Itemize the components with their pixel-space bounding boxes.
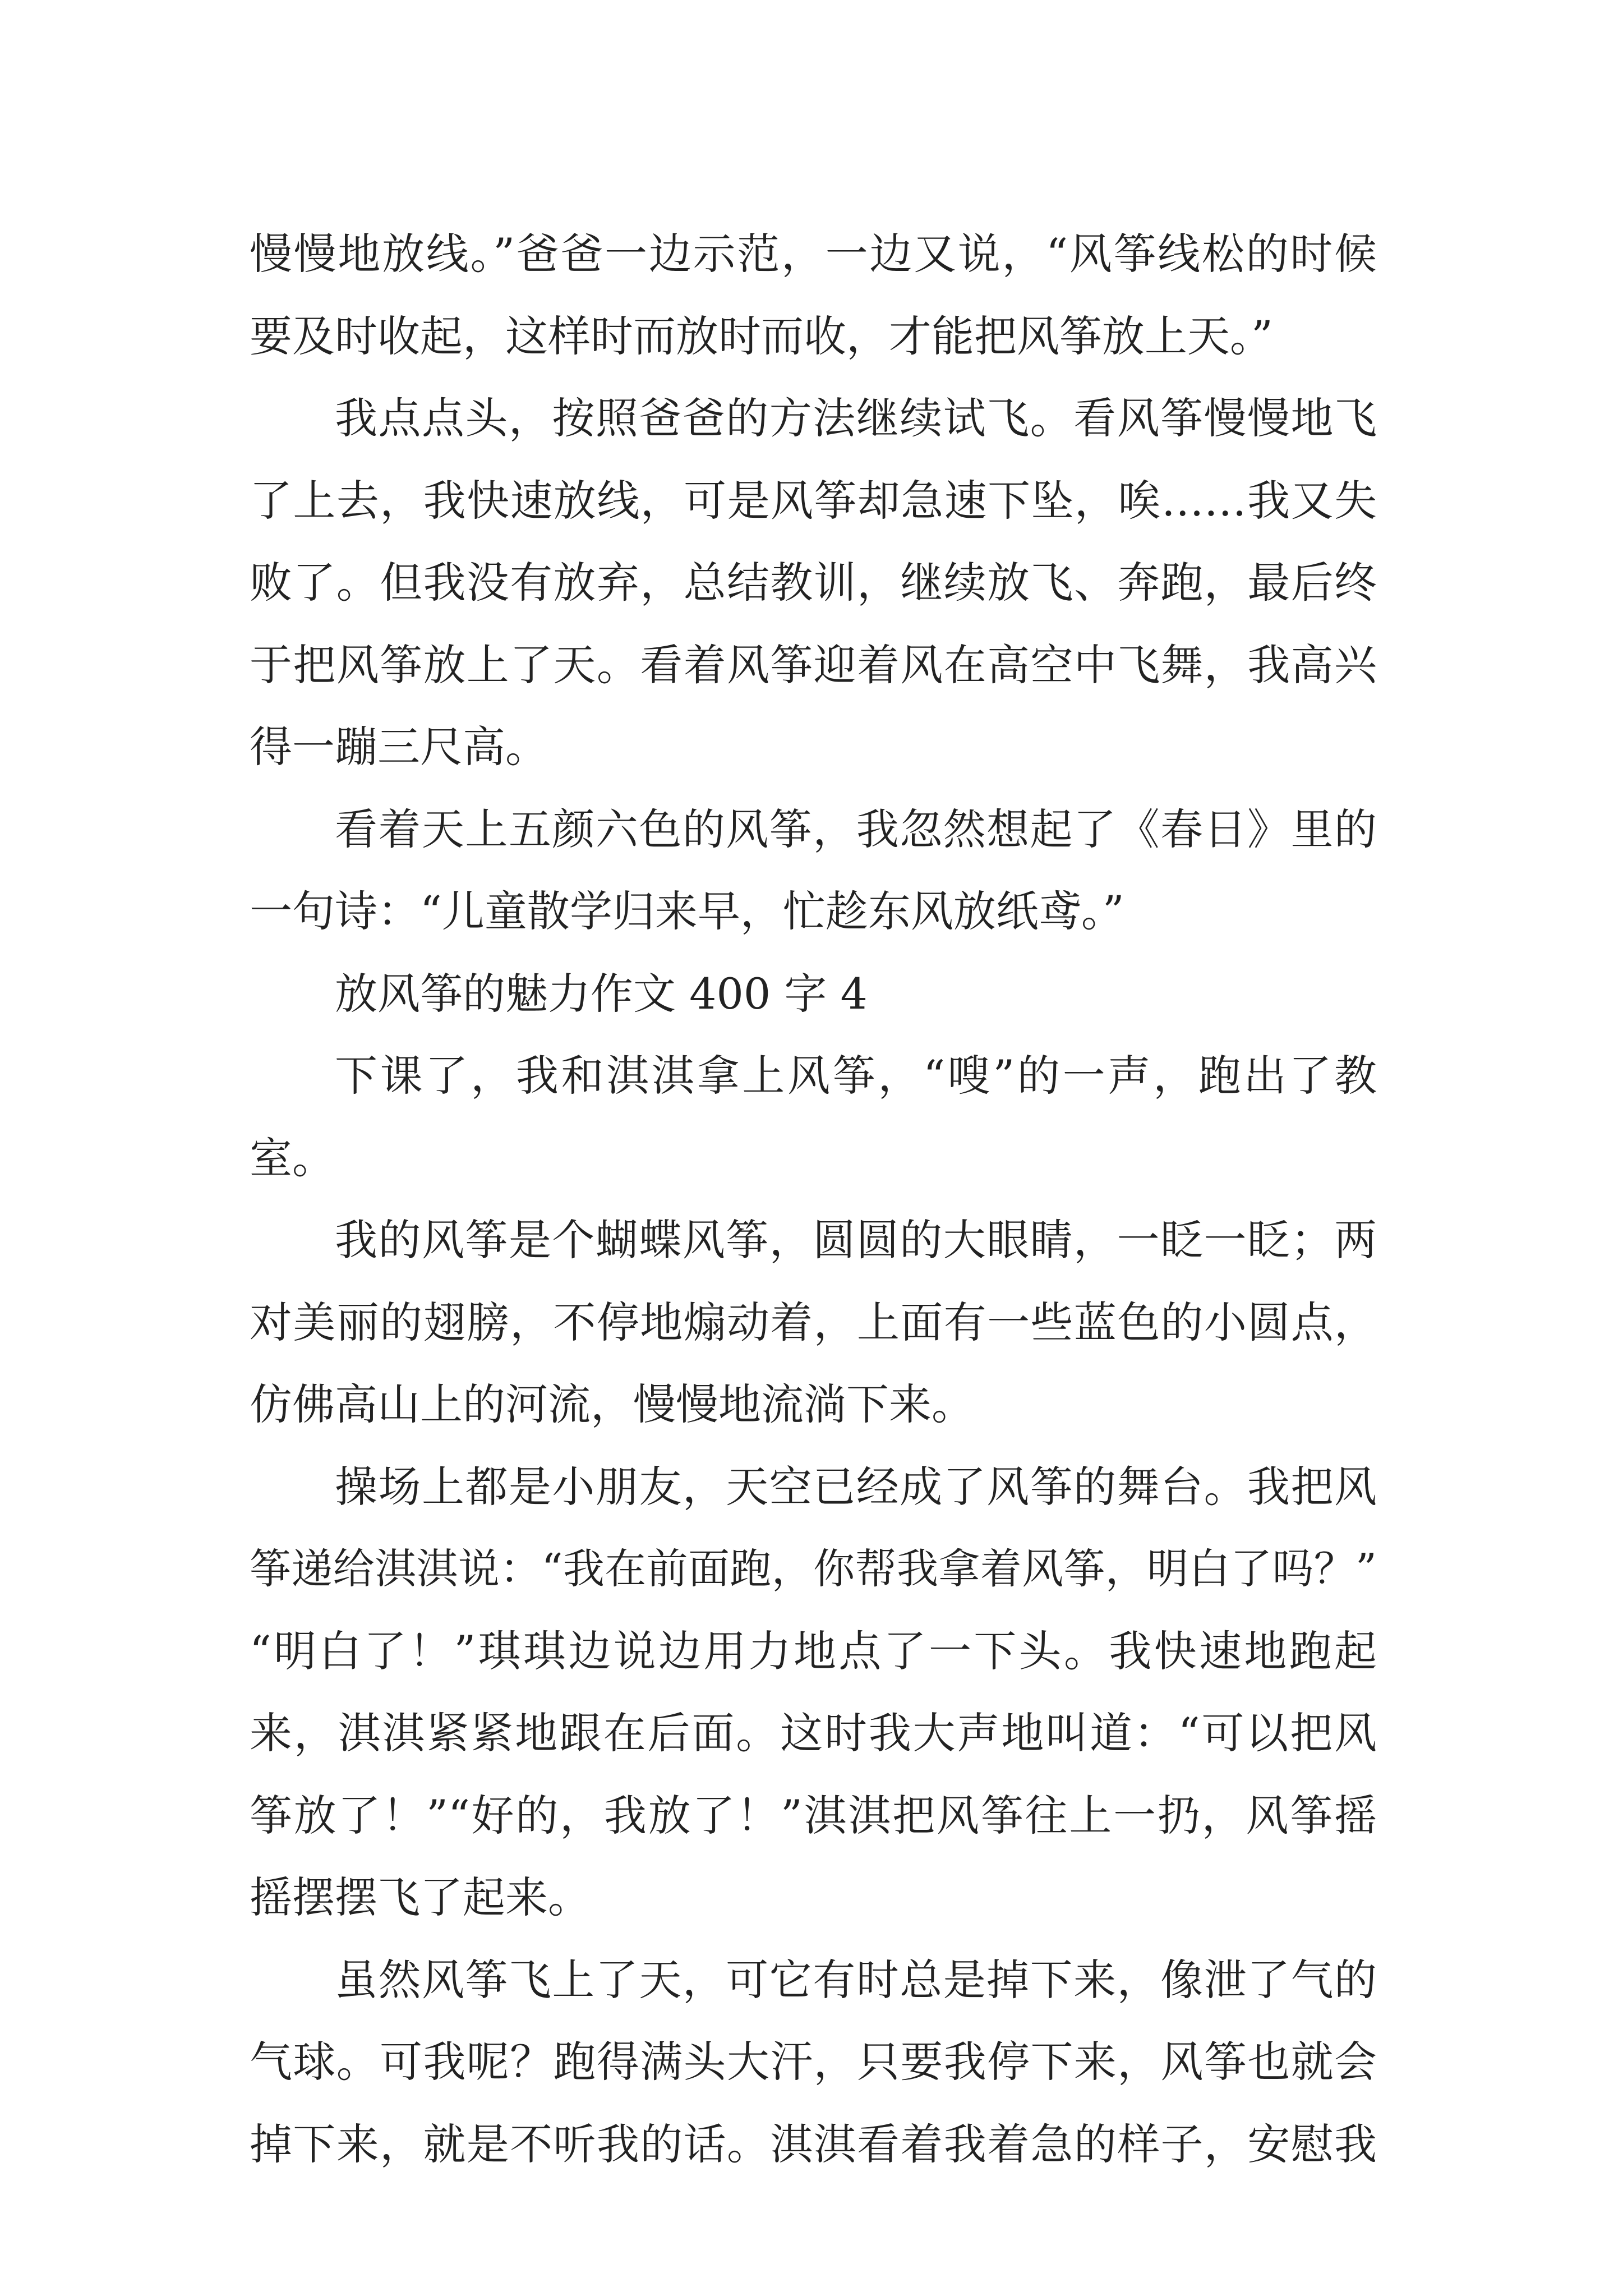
text-line: 看着天上五颜六色的风筝，我忽然想起了《春日》里的 bbox=[335, 804, 1377, 854]
text-line: 我的风筝是个蝴蝶风筝，圆圆的大眼睛，一眨一眨；两 bbox=[335, 1215, 1377, 1265]
text-line: 操场上都是小朋友，天空已经成了风筝的舞台。我把风 bbox=[335, 1461, 1377, 1512]
text-line: 了上去，我快速放线，可是风筝却急速下坠，唉……我又失 bbox=[250, 475, 1377, 526]
text-line: 慢慢地放线。”爸爸一边示范，一边又说，“风筝线松的时候 bbox=[250, 229, 1377, 279]
text-line: 室。 bbox=[250, 1133, 335, 1183]
section-heading: 放风筝的魅力作文 400 字 4 bbox=[335, 968, 868, 1019]
text-line: 来，淇淇紧紧地跟在后面。这时我大声地叫道：“可以把风 bbox=[250, 1708, 1377, 1758]
text-line: 仿佛高山上的河流，慢慢地流淌下来。 bbox=[250, 1379, 974, 1429]
text-line: 得一蹦三尺高。 bbox=[250, 722, 548, 772]
text-line: 气球。可我呢？跑得满头大汗，只要我停下来，风筝也就会 bbox=[250, 2037, 1377, 2087]
text-line: 我点点头，按照爸爸的方法继续试飞。看风筝慢慢地飞 bbox=[335, 393, 1377, 443]
text-line: 一句诗：“儿童散学归来早，忙趁东风放纸鸢。” bbox=[250, 886, 1124, 936]
text-line: 虽然风筝飞上了天，可它有时总是掉下来，像泄了气的 bbox=[335, 1954, 1377, 2005]
text-line: 要及时收起，这样时而放时而收，才能把风筝放上天。” bbox=[250, 311, 1273, 361]
text-line: 对美丽的翅膀，不停地煽动着，上面有一些蓝色的小圆点， bbox=[250, 1297, 1377, 1347]
text-line: 筝递给淇淇说：“我在前面跑，你帮我拿着风筝，明白了吗？” bbox=[250, 1545, 1377, 1593]
text-line: “明白了！”琪琪边说边用力地点了一下头。我快速地跑起 bbox=[250, 1626, 1377, 1676]
text-line: 败了。但我没有放弃，总结教训，继续放飞、奔跑，最后终 bbox=[250, 558, 1377, 608]
text-line: 于把风筝放上了天。看着风筝迎着风在高空中飞舞，我高兴 bbox=[250, 639, 1377, 690]
text-line: 掉下来，就是不听我的话。淇淇看着我着急的样子，安慰我 bbox=[250, 2119, 1377, 2169]
text-line: 摇摆摆飞了起来。 bbox=[250, 1872, 591, 1922]
document-body bbox=[250, 213, 1377, 2185]
text-line: 下课了，我和淇淇拿上风筝，“嗖”的一声，跑出了教 bbox=[335, 1051, 1377, 1101]
text-line: 筝放了！”“好的，我放了！”淇淇把风筝往上一扔，风筝摇 bbox=[250, 1790, 1377, 1841]
